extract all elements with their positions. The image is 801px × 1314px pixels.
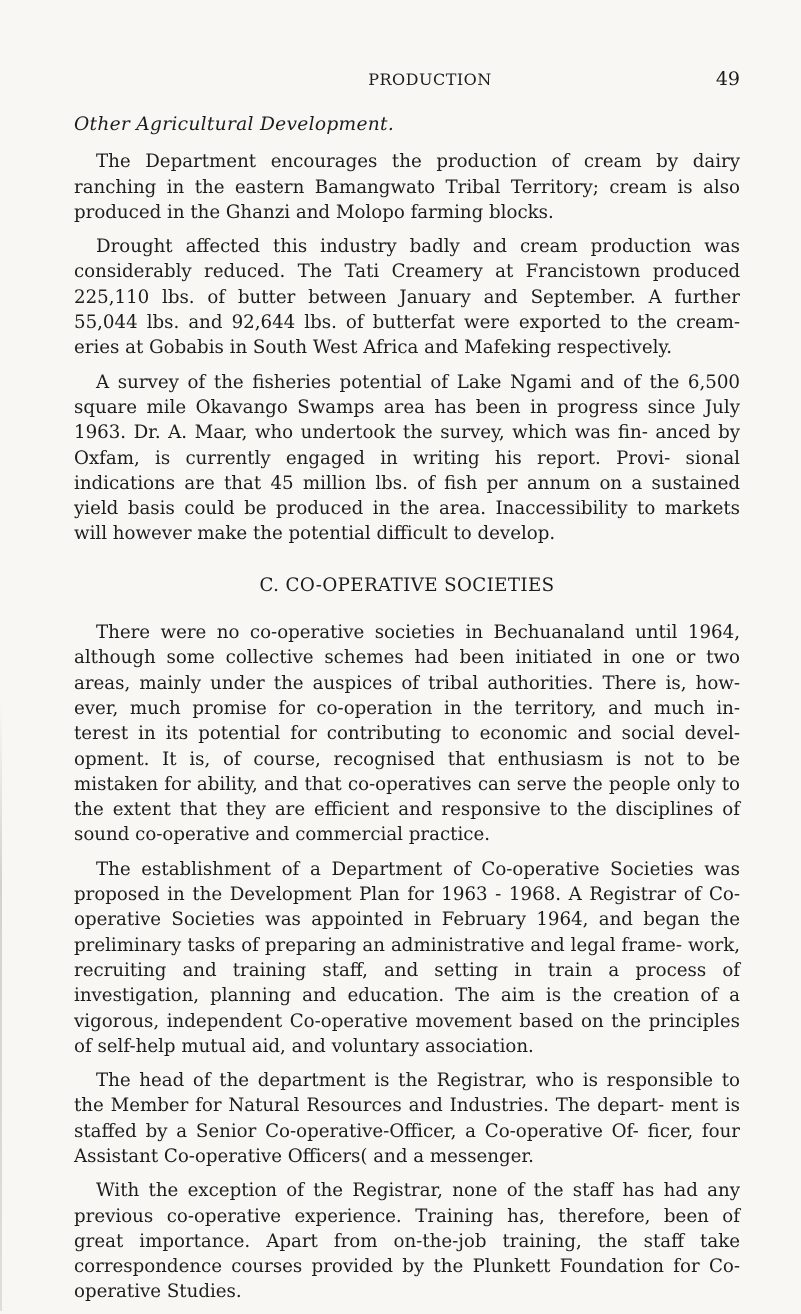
scan-margin-line	[0, 700, 2, 1311]
paragraph-fisheries-survey: A survey of the fisheries potential of Lake Ngami and of the 6,500 square mile Okavango Swamps area has been in progress since July 1963. Dr. A. Maar, who undertook the survey, which was fin- anced by Oxfam, is currently engaged in writing his report. Provi- sional indications are that 45 million lbs. of fish per annum on a sustained yield basis could be produced in the area. Inaccessibility to markets will however make the potential difficult to develop.	[74, 371, 740, 545]
paragraph-no-cooperatives: There were no co-operative societies in Bechuanaland until 1964, although some collective schemes had been initiated in one or two areas, mainly under the auspices of tribal authorities. There is, how- ever, much promise for co-operation in the territory, and much in- terest in its potential for contributing to economic and social devel- opment. It is, of course, recognised that enthusiasm is not to be mistaken for ability, and that co-operatives can serve the people only to the extent that they are efficient and responsive to the disciplines of sound co-operative and commercial practice.	[74, 622, 740, 846]
page-header	[120, 70, 740, 94]
paragraph-department-head: The head of the department is the Registrar, who is responsible to the Member for Natural Resources and Industries. The depart- ment is staffed by a Senior Co-operative-Officer, a Co-operative Of- ficer, four Assistant Co-operative Officers( and a messenger.	[74, 1070, 740, 1167]
page-number: 49	[715, 68, 740, 90]
paragraph-cream-production: The Department encourages the production of cream by dairy ranching in the eastern Bamangwato Tribal Territory; cream is also produced in the Ghanzi and Molopo farming blocks.	[74, 151, 740, 223]
paragraph-staff-training: With the exception of the Registrar, none of the staff has had any previous co-operative experience. Training has, therefore, been of great importance. Apart from on-the-job training, the staff take correspondence courses provided by the Plunkett Foundation for Co-operative Studies.	[74, 1180, 740, 1303]
paragraph-drought: Drought affected this industry badly and cream production was considerably reduced. The Tati Creamery at Francistown produced 225,110 lbs. of butter between January and September. A further 55,044 lbs. and 92,644 lbs. of butterfat were exported to the cream- eries at Gobabis in South West Africa and Mafeking respectively.	[74, 236, 740, 359]
section-title-agricultural-development: Other Agricultural Development.	[74, 114, 395, 135]
running-head: PRODUCTION	[368, 70, 492, 89]
page-body	[74, 112, 740, 1314]
paragraph-department-establishment: The establishment of a Department of Co-operative Societies was proposed in the Development Plan for 1963 - 1968. A Registrar of Co-operative Societies was appointed in February 1964, and began the preliminary tasks of preparing an administrative and legal frame- work, recruiting and training staff, and setting in train a process of investigation, planning and education. The aim is the creation of a vigorous, independent Co-operative movement based on the principles of self-help mutual aid, and voluntary association.	[74, 858, 740, 1057]
section-heading-cooperative-societies: C. CO-OPERATIVE SOCIETIES	[259, 574, 555, 596]
